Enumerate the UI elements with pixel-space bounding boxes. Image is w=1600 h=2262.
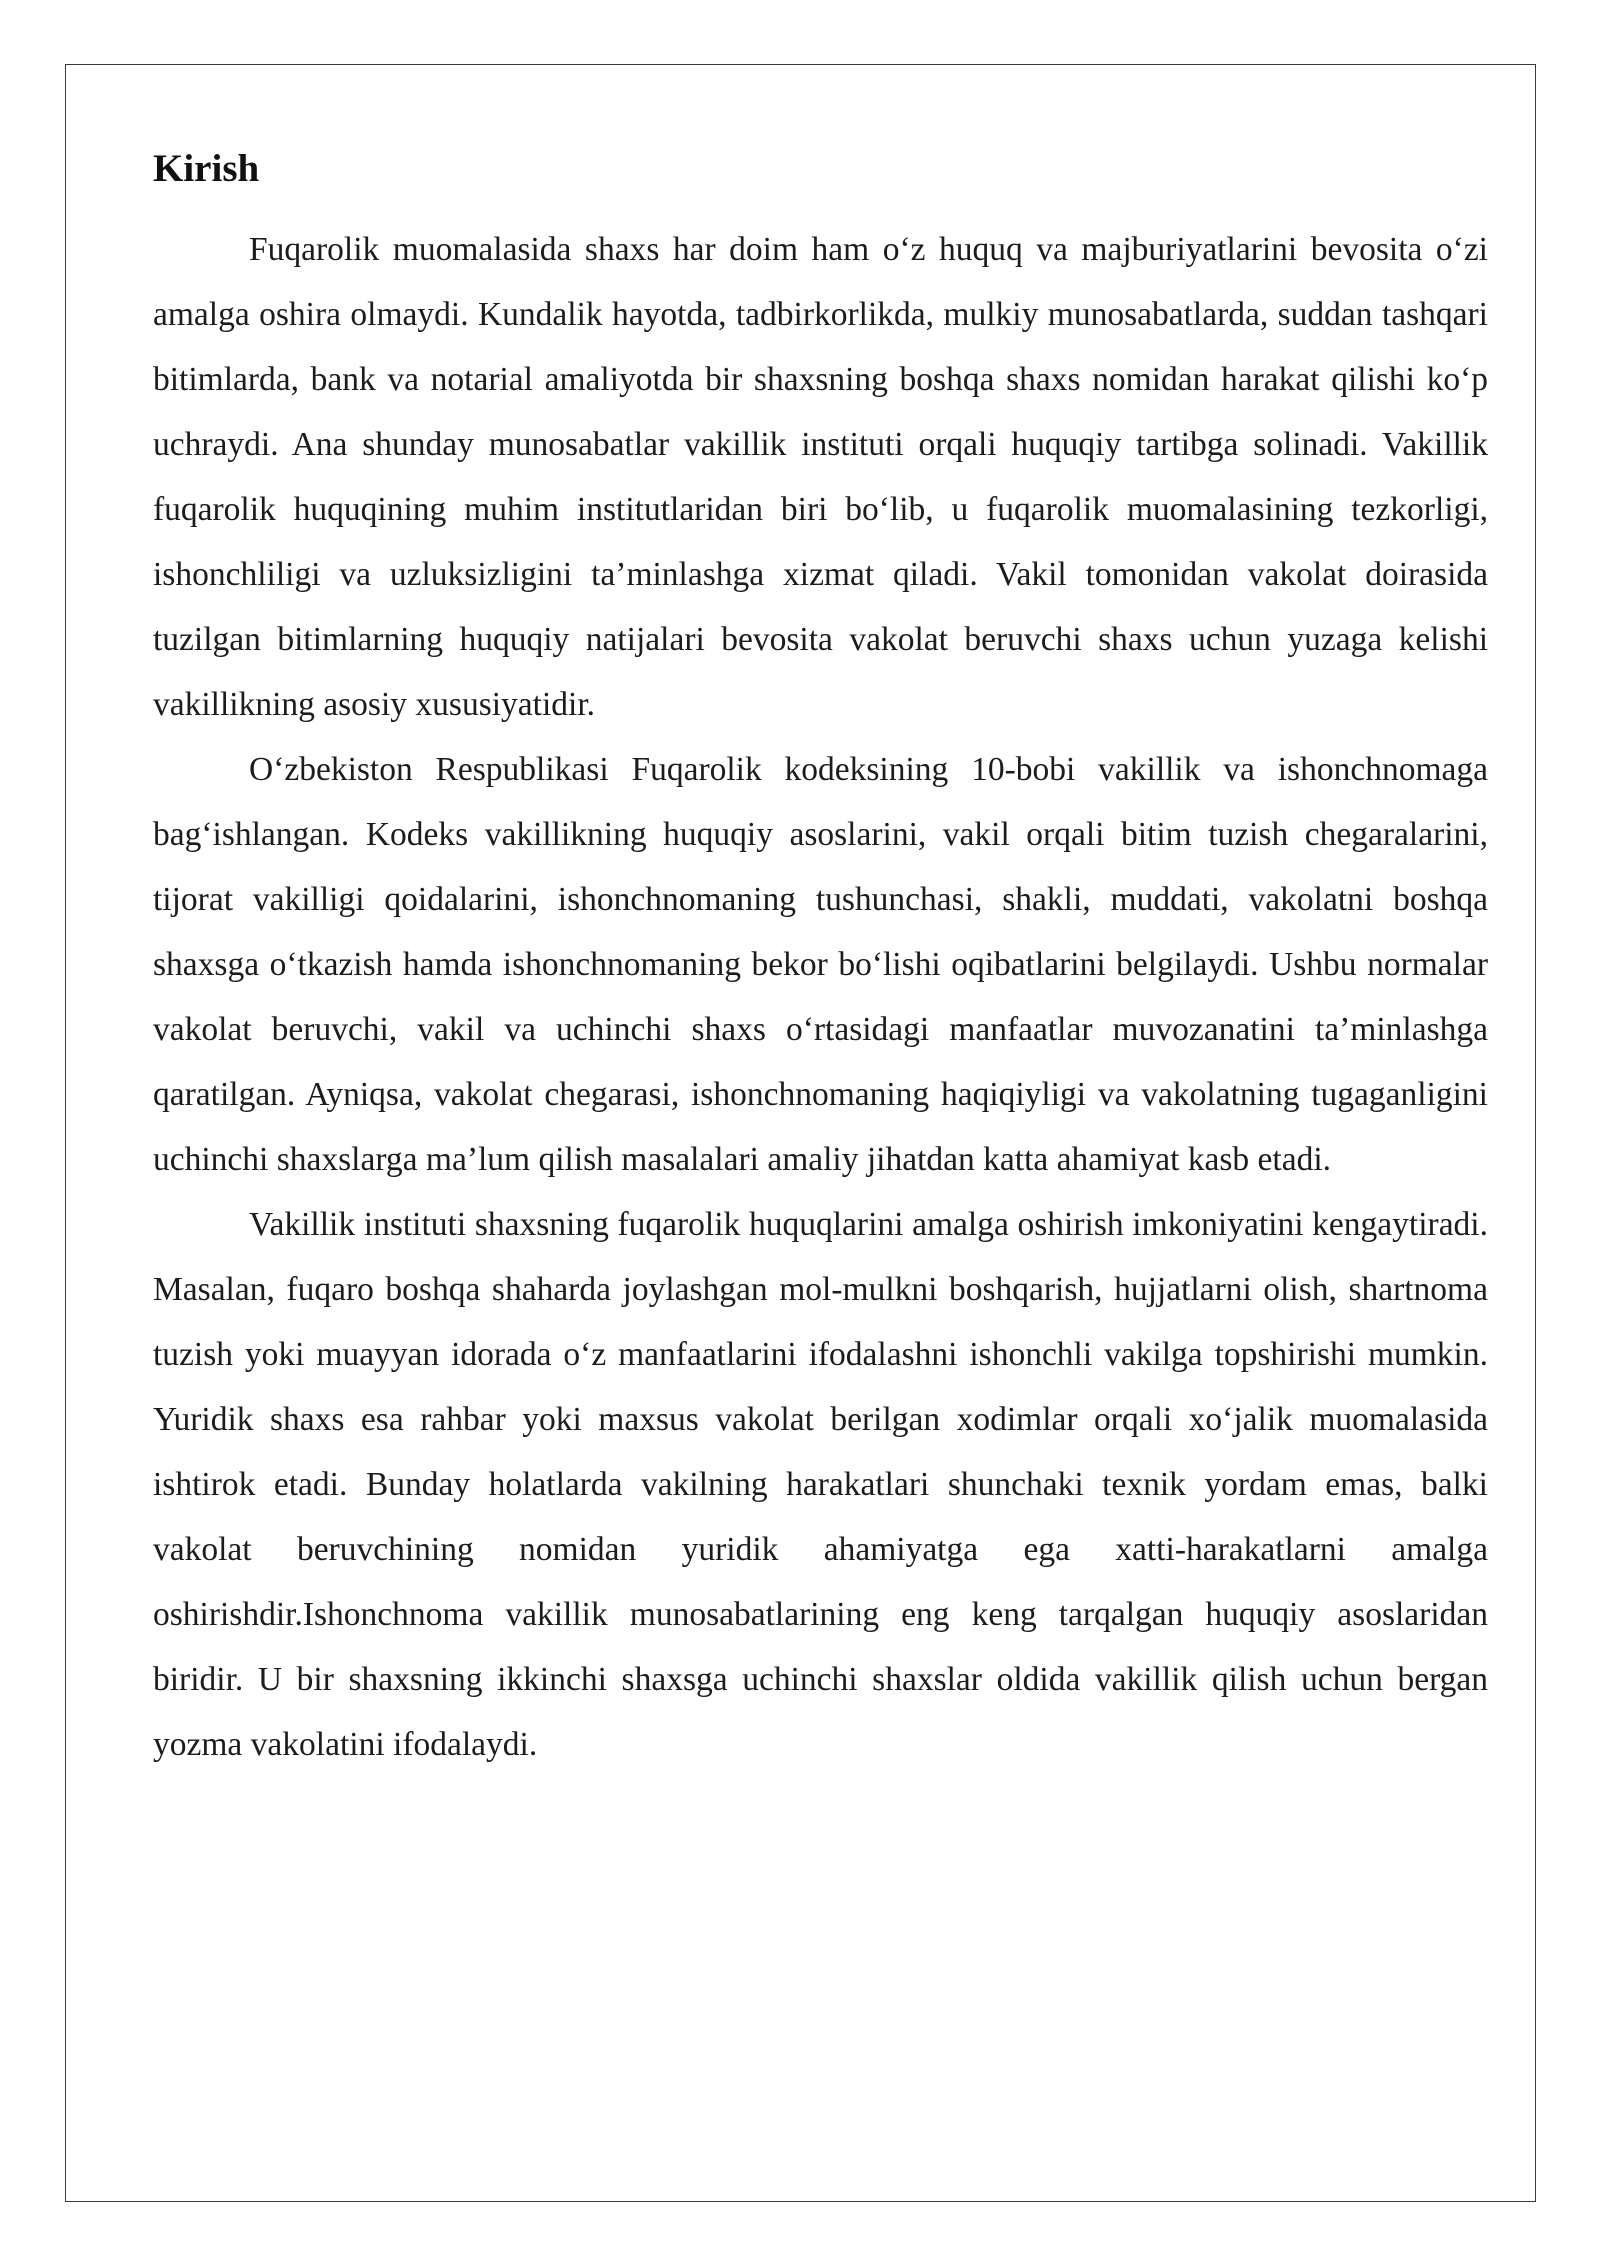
paragraph-2: O‘zbekiston Respublikasi Fuqarolik kodeksining 10-bobi vakillik va ishonchnomaga bag‘ishlangan. Kodeks vakillikning huquqiy asoslarini, vakil orqali bitim tuzish chegaralarini, tijorat vakilligi qoidalarini, ishonchnomaning tushunchasi, shakli, muddati, vakolatni boshqa shaxsga o‘tkazish hamda ishonchnomaning bekor bo‘lishi oqibatlarini belgilaydi. Ushbu normalar vakolat beruvchi, vakil va uchinchi shaxs o‘rtasidagi manfaatlar muvozanatini ta’minlashga qaratilgan. Ayniqsa, vakolat chegarasi, ishonchnomaning haqiqiyligi va vakolatning tugaganligini uchinchi shaxslarga ma’lum qilish masalalari amaliy jihatdan katta ahamiyat kasb etadi.	[153, 750, 1488, 1178]
paragraph-1: Fuqarolik muomalasida shaxs har doim ham o‘z huquq va majburiyatlarini bevosita o‘zi amalga oshira olmaydi. Kundalik hayotda, tadbirkorlikda, mulkiy munosabatlarda, suddan tashqari bitimlarda, bank va notarial amaliyotda bir shaxsning boshqa shaxs nomidan harakat qilishi ko‘p uchraydi. Ana shunday munosabatlar vakillik instituti orqali huquqiy tartibga solinadi. Vakillik fuqarolik huquqining muhim institutlaridan biri bo‘lib, u fuqarolik muomalasining tezkorligi, ishonchliligi va uzluksizligini ta’minlashga xizmat qiladi. Vakil tomonidan vakolat doirasida tuzilgan bitimlarning huquqiy natijalari bevosita vakolat beruvchi shaxs uchun yuzaga kelishi vakillikning asosiy xususiyatidir.	[153, 230, 1488, 723]
document-body	[153, 146, 1488, 1777]
paragraph-3: Vakillik instituti shaxsning fuqarolik huquqlarini amalga oshirish imkoniyatini kengaytiradi. Masalan, fuqaro boshqa shaharda joylashgan mol-mulkni boshqarish, hujjatlarni olish, shartnoma tuzish yoki muayyan idorada o‘z manfaatlarini ifodalashni ishonchli vakilga topshirishi mumkin. Yuridik shaxs esa rahbar yoki maxsus vakolat berilgan xodimlar orqali xo‘jalik muomalasida ishtirok etadi. Bunday holatlarda vakilning harakatlari shunchaki texnik yordam emas, balki vakolat beruvchining nomidan yuridik ahamiyatga ega xatti-harakatlarni amalga oshirishdir.Ishonchnoma vakillik munosabatlarining eng keng tarqalgan huquqiy asoslaridan biridir. U bir shaxsning ikkinchi shaxsga uchinchi shaxslar oldida vakillik qilish uchun bergan yozma vakolatini ifodalaydi.	[153, 1205, 1488, 1763]
section-heading: Kirish	[153, 147, 260, 190]
